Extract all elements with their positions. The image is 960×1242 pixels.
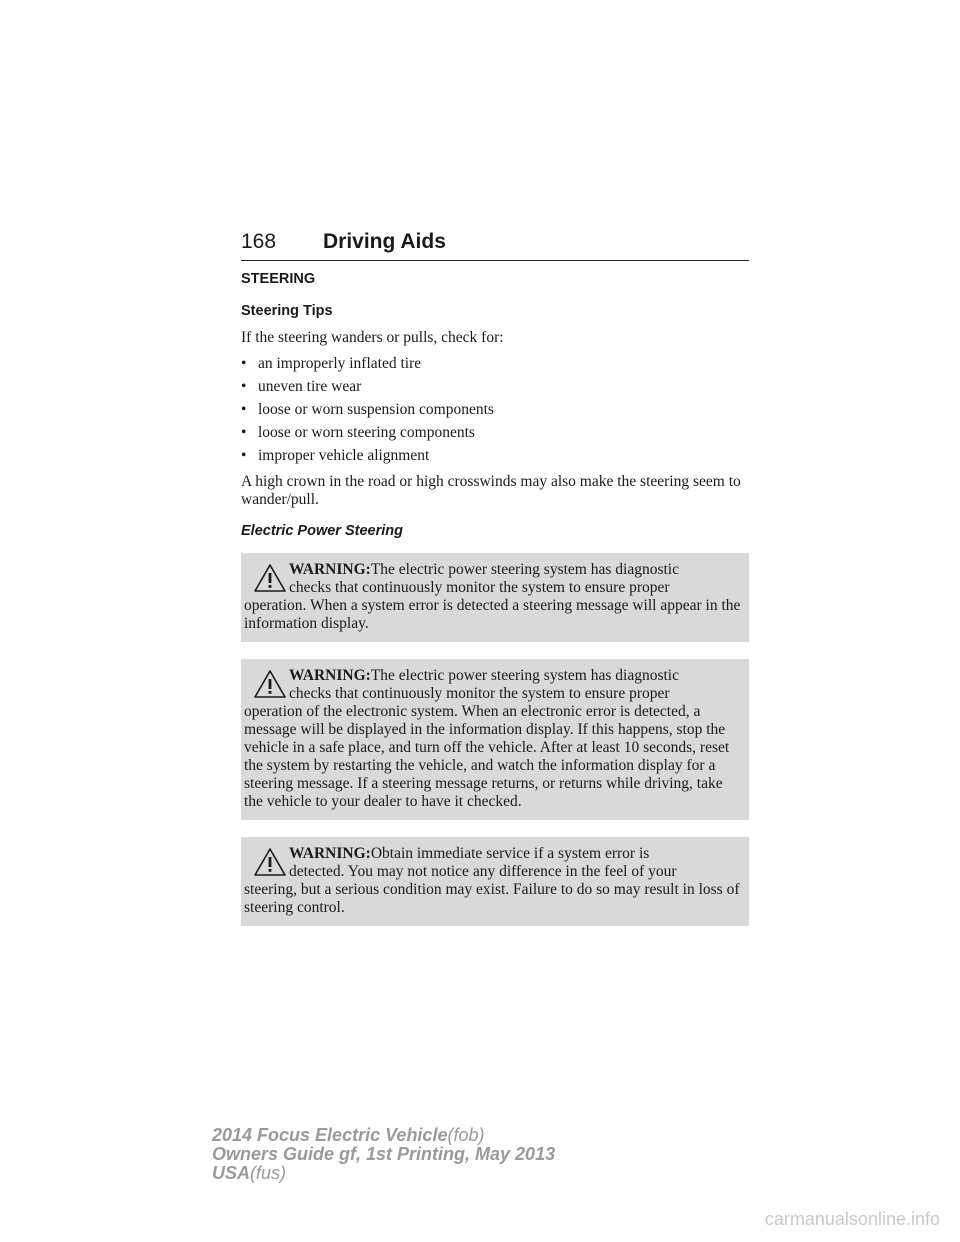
- section-title: STEERING: [241, 271, 316, 287]
- footer-market-code: (fus): [250, 1163, 287, 1183]
- footer-vehicle: 2014 Focus Electric Vehicle: [212, 1125, 448, 1145]
- bullet-icon: •: [241, 447, 247, 464]
- chapter-title: Driving Aids: [323, 230, 446, 253]
- list-item: • improper vehicle alignment: [241, 447, 430, 464]
- warning-triangle-icon: [253, 669, 287, 699]
- document-footer: [212, 1126, 555, 1183]
- warning-text: operation of the electronic system. When an electronic error is detected, a message will be displayed in the information display. If this happens, stop the vehicle in a safe place, and turn off the vehicle. After at least 10 seconds, reset the system by restarting the vehicle, and watch the information display for a steering message. If a steering message returns, or returns while driving, take the vehicle to your dealer to have it checked.: [244, 703, 730, 810]
- warning-triangle-icon: [253, 847, 287, 877]
- warning-box-3: WARNING:Obtain immediate service if a system error is detected. You may not notice any difference in the feel of your steering, but a serious condition may exist. Failure to do so may result in loss of steering control.: [241, 837, 749, 926]
- warning-box-1: WARNING:The electric power steering system has diagnostic checks that continuously monitor the system to ensure proper operation. When a system error is detected a steering message will appear in the information display.: [241, 553, 749, 642]
- warning-text: operation. When a system error is detected a steering message will appear in the information display.: [244, 597, 741, 632]
- footer-guide: Owners Guide gf, 1st Printing, May 2013: [212, 1144, 556, 1164]
- list-item: • an improperly inflated tire: [241, 355, 422, 372]
- bullet-icon: •: [241, 355, 247, 372]
- intro-text: If the steering wanders or pulls, check for:: [241, 329, 504, 346]
- check-list: [241, 355, 749, 465]
- warning-label: WARNING:: [289, 667, 371, 684]
- warning-box-2: WARNING:The electric power steering system has diagnostic checks that continuously monitor the system to ensure proper operation of the electronic system. When an electronic error is detected, a message will be displayed in the information display. If this happens, stop the vehicle in a safe place, and turn off the vehicle. After at least 10 seconds, reset the system by restarting the vehicle, and watch the information display for a steering message. If a steering message returns, or returns while driving, take the vehicle to your dealer to have it checked.: [241, 659, 749, 820]
- page-number: 168: [241, 230, 277, 253]
- bullet-icon: •: [241, 401, 247, 418]
- warning-label: WARNING:: [289, 845, 371, 862]
- crown-note: A high crown in the road or high crosswinds may also make the steering seem to wander/pull.: [241, 473, 741, 508]
- warning-label: WARNING:: [289, 561, 371, 578]
- warning-text: steering, but a serious condition may exist. Failure to do so may result in loss of steering control.: [244, 881, 740, 916]
- bullet-icon: •: [241, 378, 247, 395]
- subsection-steering-tips: Steering Tips: [241, 303, 333, 319]
- list-item: • loose or worn steering components: [241, 424, 475, 441]
- warning-triangle-icon: [253, 563, 287, 593]
- list-item: • loose or worn suspension components: [241, 401, 494, 418]
- page-content: [241, 271, 749, 943]
- footer-vehicle-code: (fob): [447, 1125, 485, 1145]
- page-header: [241, 230, 749, 261]
- watermark: carmanualsonline.info: [764, 1209, 940, 1229]
- footer-market: USA: [212, 1163, 251, 1183]
- list-item: • uneven tire wear: [241, 378, 362, 395]
- bullet-icon: •: [241, 424, 247, 441]
- subsection-electric-power-steering: Electric Power Steering: [241, 523, 403, 539]
